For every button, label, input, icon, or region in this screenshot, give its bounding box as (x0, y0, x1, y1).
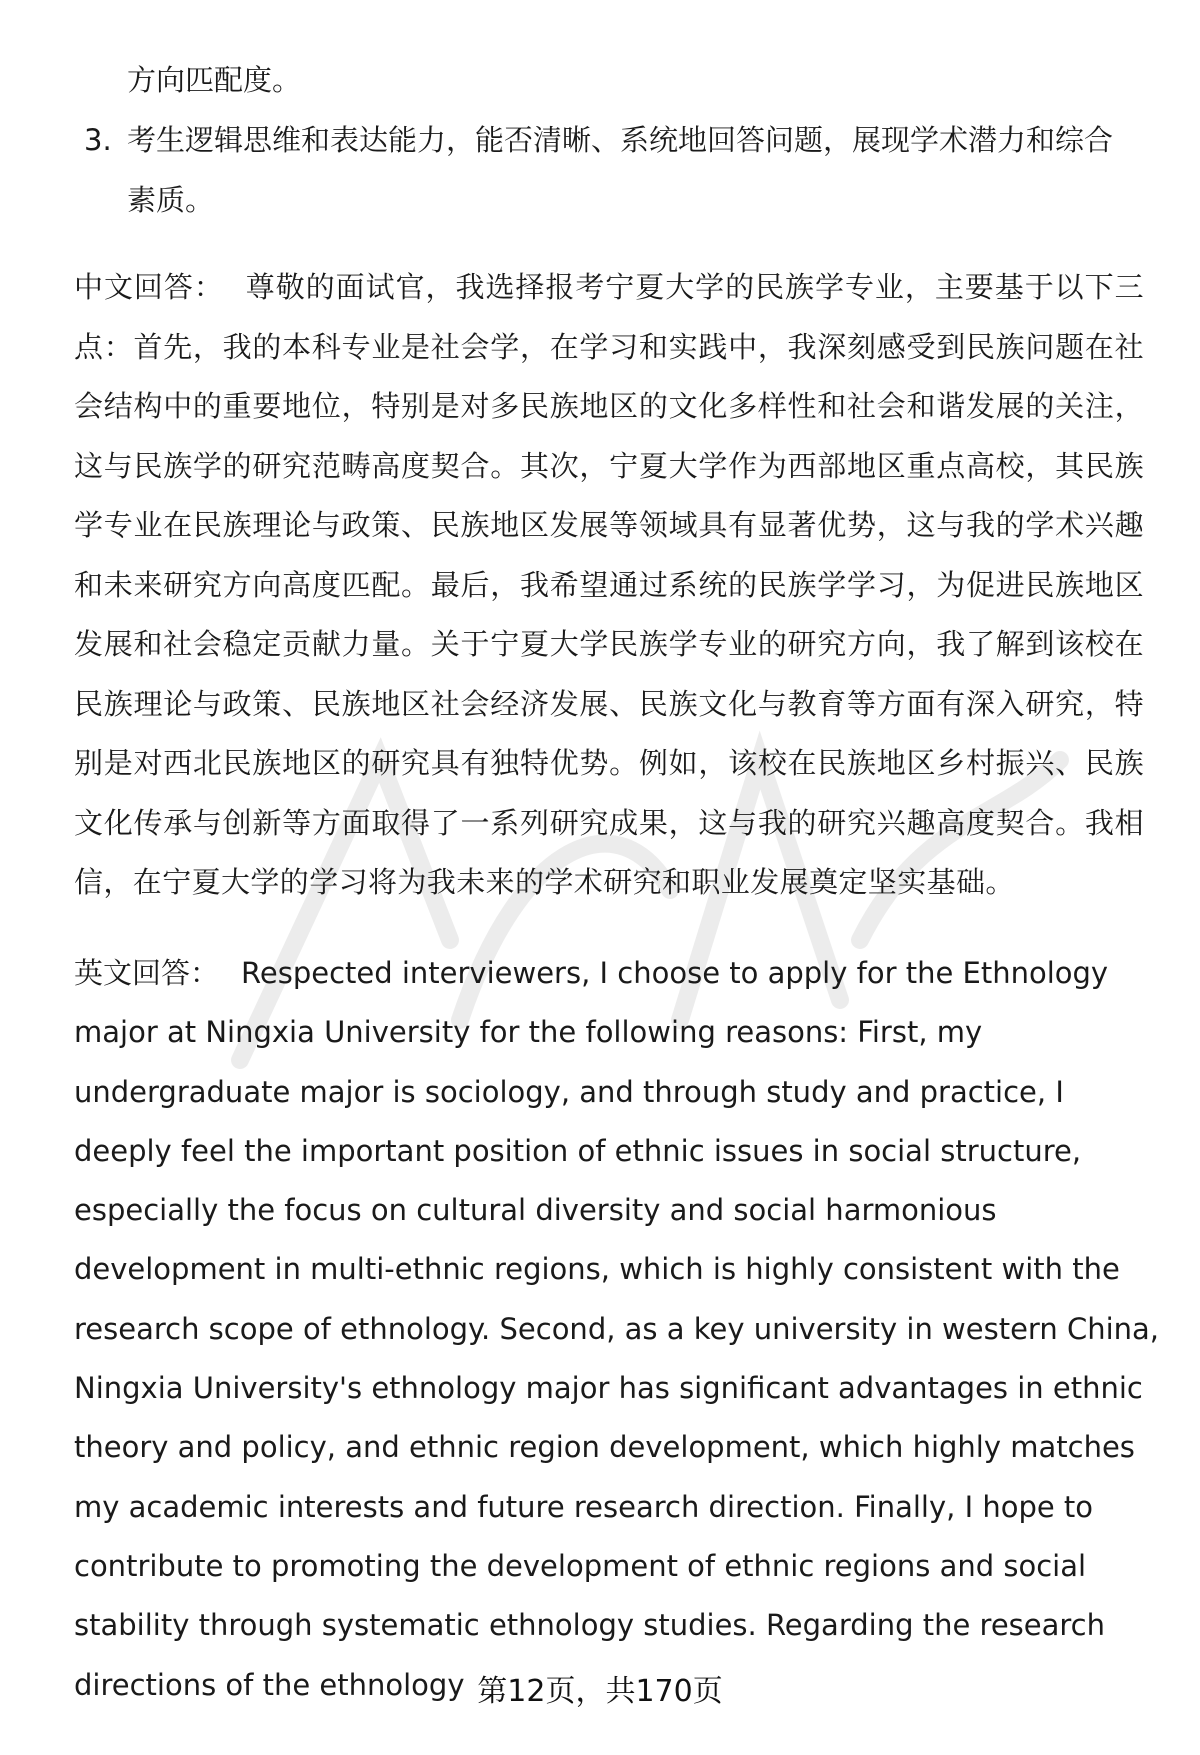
page-indicator: 第12页，共170页 (477, 1674, 723, 1709)
list-item-text: 考生逻辑思维和表达能力，能否清晰、系统地回答问题，展现学术潜力和综合素质。 (127, 123, 1114, 217)
page-footer (0, 1670, 1200, 1714)
chinese-answer-body: 尊敬的面试官，我选择报考宁夏大学的民族学专业，主要基于以下三点：首先，我的本科专业是社会学，在学习和实践中，我深刻感受到民族问题在社会结构中的重要地位，特别是对多民族地区的文化多样性和社会和谐发展的关注，这与民族学的研究范畴高度契合。其次，宁夏大学作为西部地区重点高校，其民族学专业在民族理论与政策、民族地区发展等领域具有显著优势，这与我的学术兴趣和未来研究方向高度匹配。最后，我希望通过系统的民族学学习，为促进民族地区发展和社会稳定贡献力量。关于宁夏大学民族学专业的研究方向，我了解到该校在民族理论与政策、民族地区社会经济发展、民族文化与教育等方面有深入研究，特别是对西北民族地区的研究具有独特优势。例如，该校在民族地区乡村振兴、民族文化传承与创新等方面取得了一系列研究成果，这与我的研究兴趣高度契合。我相信，在宁夏大学的学习将为我未来的学术研究和职业发展奠定坚实基础。 (74, 270, 1144, 899)
chinese-answer-label: 中文回答： (74, 270, 224, 304)
continued-line: 方向匹配度。 (127, 63, 302, 97)
english-answer-paragraph (74, 944, 1160, 1715)
chinese-answer-paragraph (74, 258, 1144, 913)
list-item-3 (84, 110, 1150, 230)
english-answer-body: Respected interviewers, I choose to apply for the Ethnology major at Ningxia University for the following reasons: First, my undergraduate major is sociology, and through study and practice, I deeply feel the important position of ethnic issues in social structure, especially the focus on cultural diversity and social harmonious development in multi-ethnic regions, which is highly consistent with the research scope of ethnology. Second, as a key university in western China, Ningxia University's ethnology major has significant advantages in ethnic theory and policy, and ethnic region development, which highly matches my academic interests and future research direction. Finally, I hope to contribute to promoting the development of ethnic regions and social stability through systematic ethnology studies. Regarding the research directions of the ethnology (74, 956, 1159, 1702)
list-item-number: 3. (84, 123, 112, 157)
english-answer-label: 英文回答： (74, 956, 220, 990)
